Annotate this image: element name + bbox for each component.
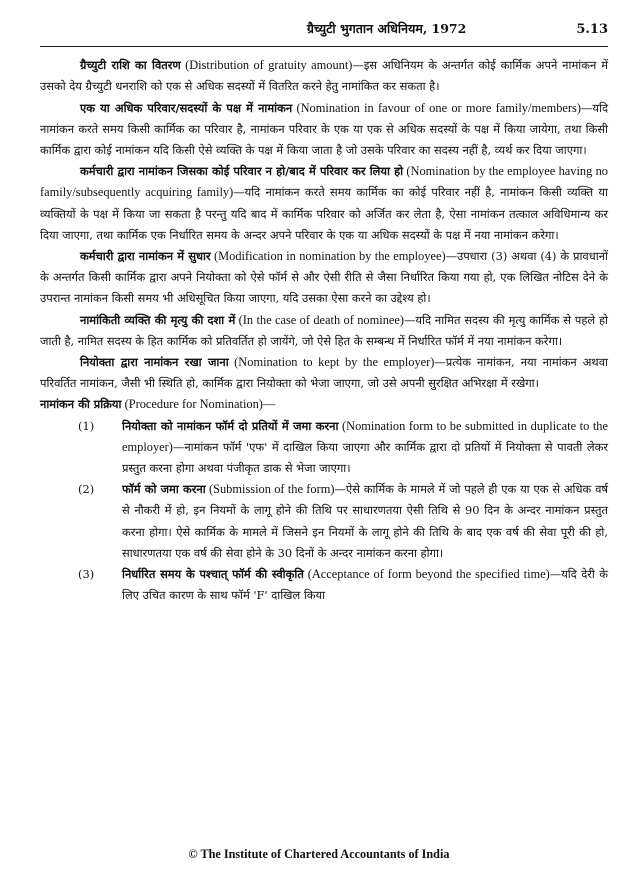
item-heading: निर्धारित समय के पश्चात् फॉर्म की स्वीकृति bbox=[122, 567, 304, 582]
para-body: —यदि नामांकन करते समय किसी कार्मिक का परिवार है, नामांकन परिवार के एक या एक से अधिक सदस्यों के पक्ष में किया जायेगा, तथा किसी कार्मिक द्वारा कोई नामांकन यदि किसी ऐसे व्यक्ति के पक्ष में किया जाता है जो उसके परिवार का सदस्य नहीं है, व्यर्थ कर दिया जाएगा। bbox=[40, 100, 608, 158]
page-number: 5.13 bbox=[576, 22, 608, 37]
para-heading: एक या अधिक परिवार/सदस्यों के पक्ष में नामांकन bbox=[80, 100, 293, 115]
para-body: —उपधारा (3) अथवा (4) के प्रावधानों के अन्तर्गत किसी कार्मिक द्वारा अपने नियोक्ता को ऐसे फॉर्म से और ऐसी रीति से जैसा निर्धारित किया गया हो, एक लिखित नोटिस देने के उपरान्त नामांकन किसी समय भी अधिसूचित किया जाएगा, यदि उसका ऐसा करने का उद्देश्य हो। bbox=[40, 249, 608, 306]
para-heading-en: (Nomination in favour of one or more family/members) bbox=[292, 100, 581, 115]
item-body: —नामांकन फॉर्म 'एफ' में दाखिल किया जाएगा और कार्मिक द्वारा दो प्रतियों में नियोक्ता से पावती लेकर प्रस्तुत करना होगा अथवा पंजीकृत डाक से भेजा जाएगा। bbox=[122, 439, 608, 476]
procedure-heading bbox=[40, 394, 608, 415]
paragraph-family-nomination bbox=[40, 98, 608, 162]
item-heading-en: (Acceptance of form beyond the specified time) bbox=[303, 567, 550, 582]
paragraph-no-family bbox=[40, 161, 608, 246]
para-heading-en: (Nomination by the employee having no family/subsequently acquiring family) bbox=[40, 164, 608, 200]
procedure-item bbox=[40, 564, 608, 606]
para-heading: ग्रैच्युटी राशि का वितरण bbox=[80, 58, 181, 73]
para-heading-en: (Distribution of gratuity amount) bbox=[180, 58, 353, 73]
para-body: —यदि नामित सदस्य की मृत्यु कार्मिक से पहले हो जाती है, नामित सदस्य के हित कार्मिक को प्रतिवर्तित हो जायेंगे, जो ऐसे हित के सम्बन्ध में निर्धारित फॉर्म में नया नामांकन करेगा। bbox=[40, 312, 609, 348]
procedure-item bbox=[40, 479, 608, 564]
item-heading: नियोक्ता को नामांकन फॉर्म दो प्रतियों में जमा करना bbox=[122, 418, 339, 433]
running-title: ग्रैच्युटी भुगतान अधिनियम, 1972 bbox=[306, 21, 467, 36]
para-heading: नामांकिती व्यक्ति की मृत्यु की दशा में bbox=[80, 312, 236, 327]
procedure-item bbox=[40, 416, 608, 480]
paragraph-distribution bbox=[40, 55, 608, 97]
procedure-heading-en: (Procedure for Nomination)— bbox=[121, 397, 276, 412]
para-body: —प्रत्येक नामांकन, नया नामांकन अथवा परिवर्तित नामांकन, जैसी भी स्थिति हो, कार्मिक द्वारा नियोक्ता को भेजा जाएगा, जो उसे अपनी सुरक्षित अभिरक्षा में रखेगा। bbox=[40, 355, 608, 391]
item-text bbox=[122, 479, 608, 564]
item-heading-en: (Submission of the form) bbox=[205, 482, 335, 497]
item-text bbox=[122, 564, 608, 606]
item-text bbox=[122, 416, 608, 480]
para-heading: कर्मचारी द्वारा नामांकन जिसका कोई परिवार न हो/बाद में परिवार कर लिया हो bbox=[80, 164, 404, 179]
item-heading: फॉर्म को जमा करना bbox=[122, 482, 206, 497]
item-number: (2) bbox=[78, 482, 95, 497]
para-heading-en: (Nomination to kept by the employer) bbox=[228, 355, 435, 370]
para-heading-en: (In the case of death of nominee) bbox=[235, 312, 405, 327]
para-heading: नियोक्ता द्वारा नामांकन रखा जाना bbox=[80, 355, 229, 370]
procedure-heading-hi: नामांकन की प्रक्रिया bbox=[40, 397, 122, 412]
item-heading-en: (Nomination form to be submitted in duplicate to the employer) bbox=[122, 418, 608, 454]
para-heading-en: (Modification in nomination by the employee) bbox=[210, 249, 446, 264]
paragraph-kept-by-employer bbox=[40, 352, 608, 394]
page-header bbox=[40, 18, 608, 47]
item-number: (3) bbox=[78, 567, 95, 582]
paragraph-death-of-nominee bbox=[40, 310, 608, 352]
item-body: —यदि देरी के लिए उचित कारण के साथ फॉर्म 'F' दाखिल किया bbox=[122, 567, 609, 603]
para-body: —यदि नामांकन करते समय कार्मिक का कोई परिवार नहीं है, नामांकन किसी व्यक्ति या व्यक्तियों के पक्ष में किया जा सकता है परन्तु यदि बाद में कार्मिक परिवार को अर्जित कर लेता है, ऐसा नामांकन तत्काल अविधिमान्य कर दिया जाएगा, तथा कार्मिक एक निर्धारित समय के अन्दर अपने परिवार के एक या अधिक सदस्यों के पक्ष में नया नामांकन करेगा। bbox=[40, 185, 608, 242]
item-number: (1) bbox=[78, 418, 95, 433]
page-footer: © The Institute of Chartered Accountants of India bbox=[188, 847, 450, 861]
item-body: —ऐसे कार्मिक के मामले में जो पहले ही एक या एक से अधिक वर्ष से नौकरी में हो, इन नियमों के लागू होने की तिथि पर साधारणतया ऐसी तिथि से 90 दिन के अन्दर नामांकन प्रस्तुत करना होगा। ऐसे कार्मिक के मामले में जिसने इन नियमों के लागू होने की तिथि के बाद एक वर्ष की सेवा पूरी की हो, साधारणतया एक वर्ष की सेवा होने के 30 दिनों के अन्दर नामांकन करना होगा। bbox=[122, 482, 608, 560]
paragraph-modification bbox=[40, 246, 608, 310]
para-heading: कर्मचारी द्वारा नामांकन में सुधार bbox=[80, 249, 211, 264]
para-body: —इस अधिनियम के अन्तर्गत कोई कार्मिक अपने नामांकन में उसको देय ग्रैच्युटी धनराशि को एक से अधिक सदस्यों में वितरित करने हेतु नामांकित कर सकता है। bbox=[40, 58, 609, 94]
